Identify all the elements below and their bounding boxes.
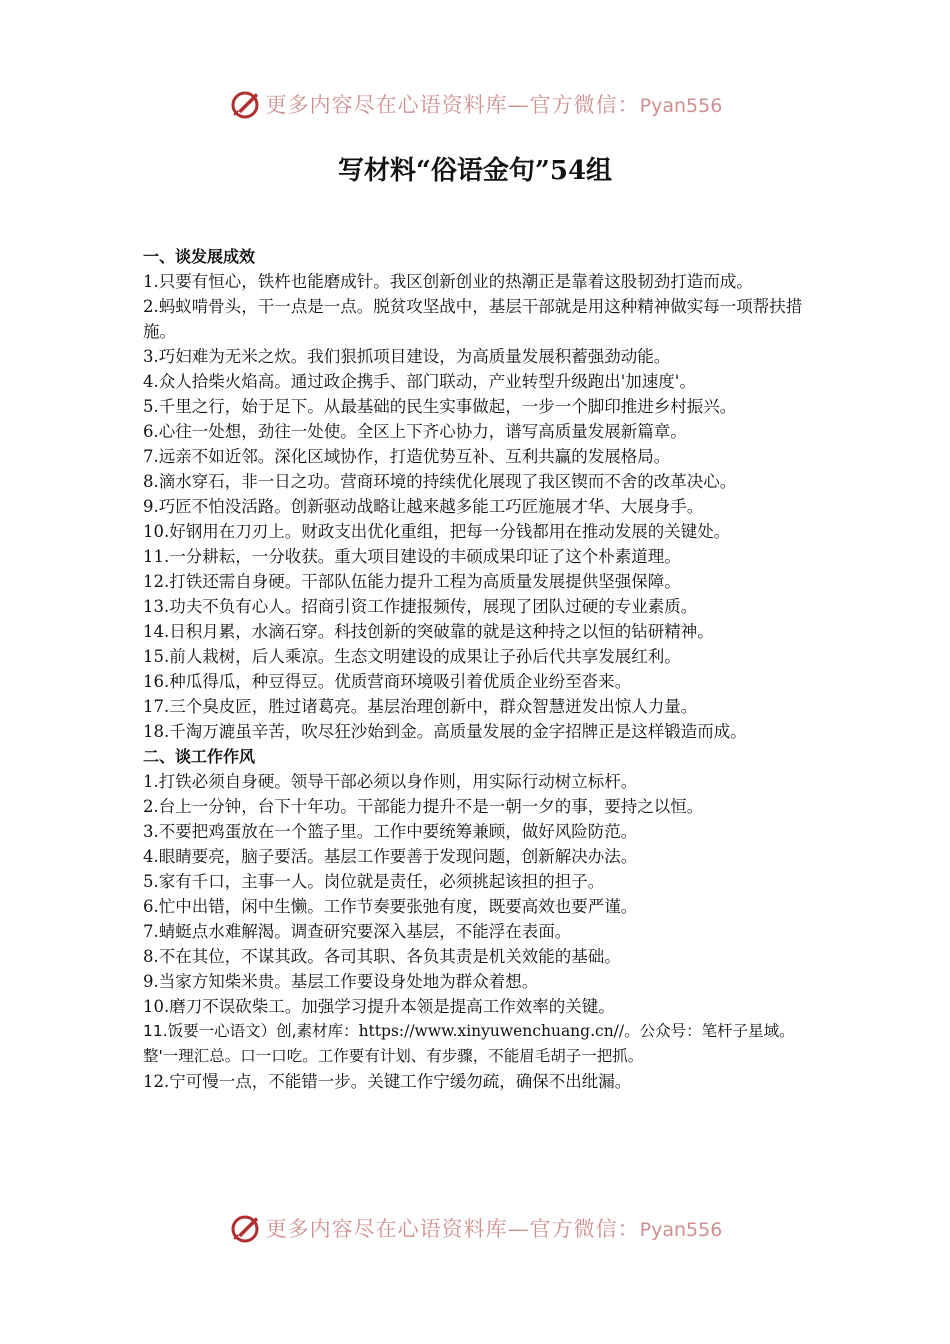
list-item: 6.忙中出错，闲中生懒。工作节奏要张弛有度，既要高效也要严谨。 [143,897,638,916]
list-item: 11.一分耕耘，一分收获。重大项目建设的丰硕成果印证了这个朴素道理。 [143,547,681,566]
list-item: 10.好钢用在刀刃上。财政支出优化重组，把每一分钱都用在推动发展的关键处。 [143,522,731,541]
list-item-with-watermark: 11.饭要一心语文）创,素材库：https://www.xinyuwenchuang.cn//。公众号：笔杆子星域。整'一理汇总。口一口吃。工作要有计划、有步骤，不能眉毛胡子一把抓。 [143,1022,795,1065]
list-item: 8.滴水穿石，非一日之功。营商环境的持续优化展现了我区锲而不舍的改革决心。 [143,472,737,491]
list-item: 12.打铁还需自身硬。干部队伍能力提升工程为高质量发展提供坚强保障。 [143,572,681,591]
list-item: 9.巧匠不怕没活路。创新驱动战略让越来越多能工巧匠施展才华、大展身手。 [143,497,704,516]
footer-watermark [0,1208,950,1248]
list-item: 14.日积月累，水滴石穿。科技创新的突破靠的就是这种持之以恒的钻研精神。 [143,622,714,641]
list-item: 1.只要有恒心，铁杵也能磨成针。我区创新创业的热潮正是靠着这股韧劲打造而成。 [143,272,753,291]
watermark-url: https://www.xinyuwenchuang.cn// [358,1022,625,1040]
list-item: 18.千淘万漉虽辛苦，吹尽狂沙始到金。高质量发展的金字招牌正是这样锻造而成。 [143,722,747,741]
list-item: 2.台上一分钟，台下十年功。干部能力提升不是一朝一夕的事，要持之以恒。 [143,797,704,816]
watermark-text: 更多内容尽在心语资料库—官方微信：Pyan556 [265,1217,723,1241]
list-item: 5.家有千口，主事一人。岗位就是责任，必须挑起该担的担子。 [143,872,605,891]
section-heading-development: 一、谈发展成效 [143,247,256,266]
list-item: 15.前人栽树，后人乘凉。生态文明建设的成果让子孙后代共享发展红利。 [143,647,681,666]
quill-logo-icon [228,87,262,121]
header-watermark [0,84,950,124]
list-item: 13.功夫不负有心人。招商引资工作捷报频传，展现了团队过硬的专业素质。 [143,597,698,616]
list-item: 7.蜻蜓点水难解渴。调查研究要深入基层，不能浮在表面。 [143,922,572,941]
list-item: 2.蚂蚁啃骨头，干一点是一点。脱贫攻坚战中，基层干部就是用这种精神做实每一项帮扶措施。 [143,297,803,341]
document-title: 写材料“俗语金句”54组 [337,156,613,186]
list-item: 12.宁可慢一点，不能错一步。关键工作宁缓勿疏，确保不出纰漏。 [143,1072,632,1091]
list-item: 16.种瓜得瓜，种豆得豆。优质营商环境吸引着优质企业纷至沓来。 [143,672,632,691]
list-item: 3.不要把鸡蛋放在一个篮子里。工作中要统筹兼顾，做好风险防范。 [143,822,638,841]
list-item: 5.千里之行，始于足下。从最基础的民生实事做起，一步一个脚印推进乡村振兴。 [143,397,737,416]
list-item: 3.巧妇难为无米之炊。我们狠抓项目建设，为高质量发展积蓄强劲动能。 [143,347,671,366]
list-item: 10.磨刀不误砍柴工。加强学习提升本领是提高工作效率的关键。 [143,997,615,1016]
list-item: 4.眼睛要亮，脑子要活。基层工作要善于发现问题，创新解决办法。 [143,847,638,866]
list-item: 17.三个臭皮匠，胜过诸葛亮。基层治理创新中，群众智慧迸发出惊人力量。 [143,697,698,716]
document-body [143,244,813,1094]
section-heading-work-style: 二、谈工作作风 [143,747,256,766]
quill-logo-icon [228,1211,262,1245]
list-item: 8.不在其位，不谋其政。各司其职、各负其责是机关效能的基础。 [143,947,621,966]
list-item: 4.众人拾柴火焰高。通过政企携手、部门联动，产业转型升级跑出'加速度'。 [143,372,696,391]
list-item: 7.远亲不如近邻。深化区域协作，打造优势互补、互利共赢的发展格局。 [143,447,671,466]
list-item: 1.打铁必须自身硬。领导干部必须以身作则，用实际行动树立标杆。 [143,772,638,791]
watermark-text: 更多内容尽在心语资料库—官方微信：Pyan556 [265,93,723,117]
list-item: 6.心往一处想，劲往一处使。全区上下齐心协力，谱写高质量发展新篇章。 [143,422,687,441]
list-item: 9.当家方知柴米贵。基层工作要设身处地为群众着想。 [143,972,539,991]
